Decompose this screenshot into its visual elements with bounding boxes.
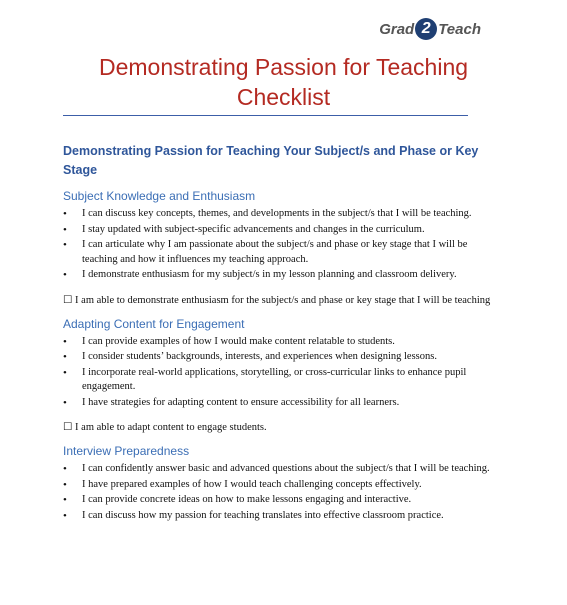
section-adapting-content [63, 316, 503, 436]
list-item: • I can confidently answer basic and advanced questions about the subject/s that I will be teaching. [63, 462, 503, 477]
bullet-list [63, 207, 503, 283]
section-interview-preparedness [63, 443, 503, 523]
list-item: • I have strategies for adapting content to ensure accessibility for all learners. [63, 396, 503, 411]
grad2teach-logo [379, 18, 481, 40]
list-item: • I can discuss key concepts, themes, and developments in the subject/s that I will be teaching. [63, 207, 503, 222]
page-title [0, 52, 567, 112]
section-heading: Subject Knowledge and Enthusiasm [63, 189, 256, 203]
title-line-2: Checklist [236, 84, 331, 110]
list-item: • I incorporate real-world applications, storytelling, or cross-curricular links to enhance pupil engagement. [63, 366, 503, 395]
list-item: • I stay updated with subject-specific advancements and changes in the curriculum. [63, 223, 503, 238]
title-line-1: Demonstrating Passion for Teaching [98, 54, 469, 80]
section-subtitle: Demonstrating Passion for Teaching Your Subject/s and Phase or Key Stage [63, 144, 479, 177]
checkbox-statement[interactable]: ☐ I am able to adapt content to engage students. [63, 422, 267, 433]
checkbox-statement[interactable]: ☐ I am able to demonstrate enthusiasm for the subject/s and phase or key stage that I will be teaching [63, 294, 491, 306]
checklist-body [63, 142, 503, 524]
list-item: • I can discuss how my passion for teaching translates into effective classroom practice. [63, 509, 503, 524]
logo-text-grad: Grad [379, 20, 415, 38]
list-item: • I can provide concrete ideas on how to make lessons engaging and interactive. [63, 493, 503, 508]
logo-badge-icon: 2 [415, 18, 437, 40]
list-item: • I can provide examples of how I would make content relatable to students. [63, 335, 503, 350]
bullet-list [63, 462, 503, 523]
section-subject-knowledge [63, 188, 503, 308]
list-item: • I demonstrate enthusiasm for my subject/s in my lesson planning and classroom delivery. [63, 268, 503, 283]
section-heading: Adapting Content for Engagement [63, 316, 245, 331]
list-item: • I can articulate why I am passionate about the subject/s and phase or key stage that I will be teaching and how it influences my teaching approach. [63, 238, 503, 267]
section-heading: Interview Preparedness [63, 444, 190, 458]
list-item: • I have prepared examples of how I would teach challenging concepts effectively. [63, 478, 503, 493]
logo-text-teach: Teach [438, 20, 481, 38]
list-item: • I consider students’ backgrounds, interests, and experiences when designing lessons. [63, 350, 503, 365]
title-divider [63, 115, 468, 116]
bullet-list [63, 335, 503, 411]
